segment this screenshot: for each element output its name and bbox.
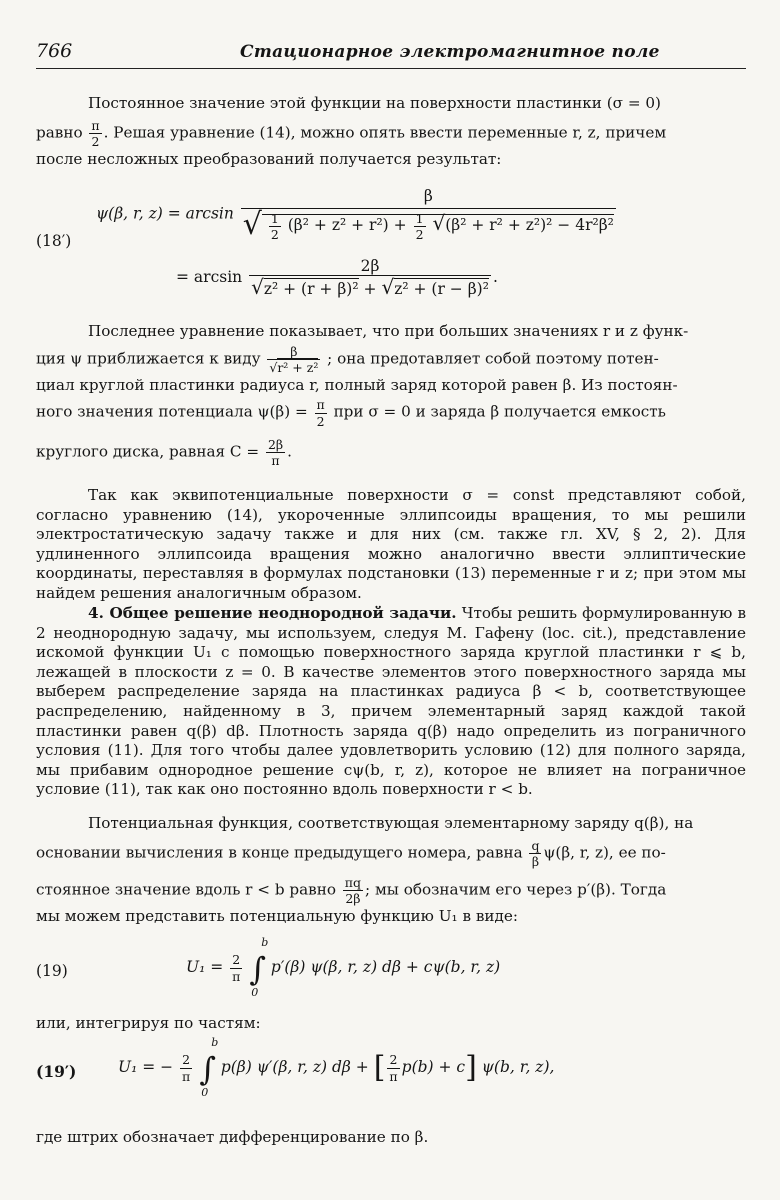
p1-line2 <box>36 119 746 148</box>
running-title: Стационарное электромагнитное поле <box>240 42 660 62</box>
eq19p-br-frac <box>387 1053 399 1082</box>
paragraph-5 <box>36 812 746 928</box>
page-number: 766 <box>36 40 73 62</box>
p5-line3 <box>36 876 746 905</box>
eq18-d-b: 2 <box>270 226 279 242</box>
eq18-num2: 2β <box>249 258 491 276</box>
eq18-d-c: (β² + z² + r²) + <box>287 216 407 235</box>
p5-frac-den: β <box>531 853 540 869</box>
section-4 <box>36 604 746 800</box>
paragraph-3 <box>36 486 746 604</box>
eq19-frac <box>230 953 242 982</box>
p2-line4-post: при σ = 0 и заряда β получается емкость <box>333 403 666 422</box>
eq19-integral: ∫ b 0 <box>249 936 269 999</box>
eq18-row1 <box>96 188 618 241</box>
eq19p-upper: b <box>211 1036 219 1049</box>
p2-frac-den-text: r² + z² <box>277 359 319 375</box>
eq19p-label: (19′) <box>36 1062 77 1081</box>
eq19p-body: p(β) ψ′(β, r, z) dβ + <box>220 1058 369 1076</box>
eq19p-row: U₁ = − $\frac{2}{\pi}$ ∫ b 0 p(β) ψ′(β, r, z) dβ + [ $\frac{2}{\pi}$ p(b) + c] ψ(b, r, z), <box>118 1036 555 1099</box>
p5-line3-post: ; мы обозначим его через p′(β). Тогда <box>365 880 667 899</box>
p2-frac3 <box>266 438 285 467</box>
p1-line2-post: . Решая уравнение (14), можно опять ввести переменные r, z, причем <box>103 123 667 142</box>
p2-line5-post: . <box>287 442 292 461</box>
eq19-row <box>186 936 501 999</box>
eq19p-br-num: 2 <box>387 1053 399 1068</box>
p5-frac2-den: 2β <box>345 890 361 906</box>
p2-frac2 <box>315 398 327 427</box>
p2-frac3-num: 2β <box>267 436 284 452</box>
eq18-d-f: (β² + r² + z²)² − 4r²β² <box>445 216 614 235</box>
p1-frac-den: 2 <box>91 133 100 149</box>
eq19p-br-body: p(b) + c <box>401 1058 466 1076</box>
eq18-den2-a: z² + (r + β)² <box>263 280 359 299</box>
eq18-frac2 <box>249 258 491 298</box>
p1-line1: Постоянное значение этой функции на поверхности пластинки (σ = 0) <box>88 94 661 112</box>
p1-frac <box>89 119 101 148</box>
paragraph-1 <box>36 92 746 170</box>
p2-line4 <box>36 398 746 427</box>
eq19p-lhs: U₁ = − <box>118 1058 174 1076</box>
eq19p-br-den: π <box>389 1068 398 1084</box>
eq18-frac1 <box>241 188 616 241</box>
eq19p-lower: 0 <box>201 1086 209 1099</box>
p5-line1: Потенциальная функция, соответствующая элементарному заряду q(β), на <box>88 814 694 832</box>
eq18-num1: β <box>241 188 616 209</box>
eq19-frac-den: π <box>232 968 241 984</box>
eq18-d-a: 1 <box>270 210 279 226</box>
section4-text: Чтобы решить формулированную в 2 неоднородную задачу, мы используем, следуя М. Гафену (loc. cit.), представление искомой функции U₁ с помощью поверхностного заряда круглой пластинки r ⩽ b, лежащей в плоскости z = 0. В качестве элементов этого поверхностного заряда мы выберем распределение заряда на пластинках радиуса β < b, соответствующее распределению, найденному в 3, причем элементарный заряд каждой такой пластинки равен q(β) dβ. Плотность заряда q(β) надо определить из пограничного условия (11). Для того чтобы далее удовлетворить условию (12) для полного заряда, мы прибавим однородное решение cψ(b, r, z), которое не влияет на пограничное условие (11), так как оно постоянно вдоль поверхности r < b. <box>36 604 747 799</box>
p2-line5 <box>36 438 746 467</box>
eq19p-frac-num: 2 <box>180 1053 192 1068</box>
eq19-lhs: U₁ = <box>186 958 224 976</box>
p2-line1: Последнее уравнение показывает, что при больших значениях r и z функ- <box>88 322 689 340</box>
p5-line2-pre: основании вычисления в конце предыдущего номера, равна <box>36 843 523 862</box>
eq18-d-d: 1 <box>415 210 424 226</box>
eq19-frac-num: 2 <box>230 953 242 968</box>
eq18-den2-plus: + <box>363 280 377 299</box>
p2-frac-num: β <box>267 345 320 360</box>
section4-paragraph <box>36 604 746 800</box>
eq18-row2 <box>176 258 498 298</box>
eq18-d-half2 <box>414 212 426 241</box>
eq19-upper: b <box>261 936 269 949</box>
eq19p-frac <box>180 1053 192 1082</box>
eq19-body: p′(β) ψ(β, r, z) dβ + cψ(b, r, z) <box>270 958 501 976</box>
p1-line2-pre: равно <box>36 123 83 142</box>
eq19p-integral: ∫ b 0 <box>199 1036 219 1099</box>
p1-line3: после несложных преобразований получается результат: <box>36 149 502 168</box>
p2-frac2-den: 2 <box>316 413 325 429</box>
between-text: или, интегрируя по частям: <box>36 1014 261 1032</box>
eq19p-frac-den: π <box>182 1068 191 1084</box>
eq18-d-half1 <box>269 212 281 241</box>
p2-frac-den: √r² + z² <box>269 359 319 375</box>
p2-line5-pre: круглого диска, равная C = <box>36 442 260 461</box>
eq19p-tail: ψ(b, r, z), <box>481 1058 555 1076</box>
eq18-end: . <box>492 268 498 287</box>
p2-frac <box>267 345 320 374</box>
eq18-den1: √ $\frac{1}{2}$ (β² + z² + r²) + $\frac{1}{2}$ √(β² + r² + z²)² − 4r²β² <box>242 207 614 243</box>
p2-line2-post: ; она предотавляет собой поэтому потен- <box>327 349 659 368</box>
eq18-den2: √z² + (r + β)² + √z² + (r − β)² <box>251 275 489 300</box>
p5-line2 <box>36 839 746 868</box>
p5-line4: мы можем представить потенциальную функцию U₁ в виде: <box>36 907 518 926</box>
p1-frac-num: π <box>91 117 100 133</box>
p5-line3-pre: стоянное значение вдоль r < b равно <box>36 880 336 899</box>
eq18-d-e: 2 <box>415 226 424 242</box>
p5-frac2-num: πq <box>344 874 362 890</box>
paragraph-2 <box>36 320 746 467</box>
eq18-eq2: = arcsin <box>176 268 243 287</box>
last-line: где штрих обозначает дифференцирование по β. <box>36 1128 429 1146</box>
eq18-den2-b: z² + (r − β)² <box>394 280 489 299</box>
p2-frac3-den: π <box>271 452 280 468</box>
p5-frac <box>529 839 541 868</box>
p5-frac2 <box>343 876 363 905</box>
eq19-lower: 0 <box>251 986 259 999</box>
eq19-label: (19) <box>36 962 68 980</box>
p2-line3: циал круглой пластинки радиуса r, полный заряд которой равен β. Из постоян- <box>36 375 678 394</box>
p2-frac2-num: π <box>316 397 325 413</box>
eq18-label: (18′) <box>36 232 72 250</box>
p5-line2-post: ψ(β, r, z), ее по- <box>543 843 666 862</box>
eq18-lhs: ψ(β, r, z) = arcsin <box>96 204 234 223</box>
p2-line2 <box>36 345 746 374</box>
p5-frac-num: q <box>531 837 540 853</box>
p2-line4-pre: ного значения потенциала ψ(β) = <box>36 403 308 422</box>
p3-text: Так как эквипотенциальные поверхности σ = const представляют собой, согласно уравнению (14), укороченные эллипсоиды вращения, то мы решили электростатическую задачу также и для них (см. также гл. XV, § 2, 2). Для удлиненного эллипсоида вращения можно аналогично ввести эллиптические координаты, переставляя в формулах подстановки (13) переменные r и z; при этом мы найдем решения аналогичным образом. <box>36 486 746 602</box>
running-header <box>36 40 746 69</box>
section4-heading: 4. Общее решение неоднородной задачи. <box>88 604 457 622</box>
p2-line2-pre: ция ψ приближается к виду <box>36 349 261 368</box>
